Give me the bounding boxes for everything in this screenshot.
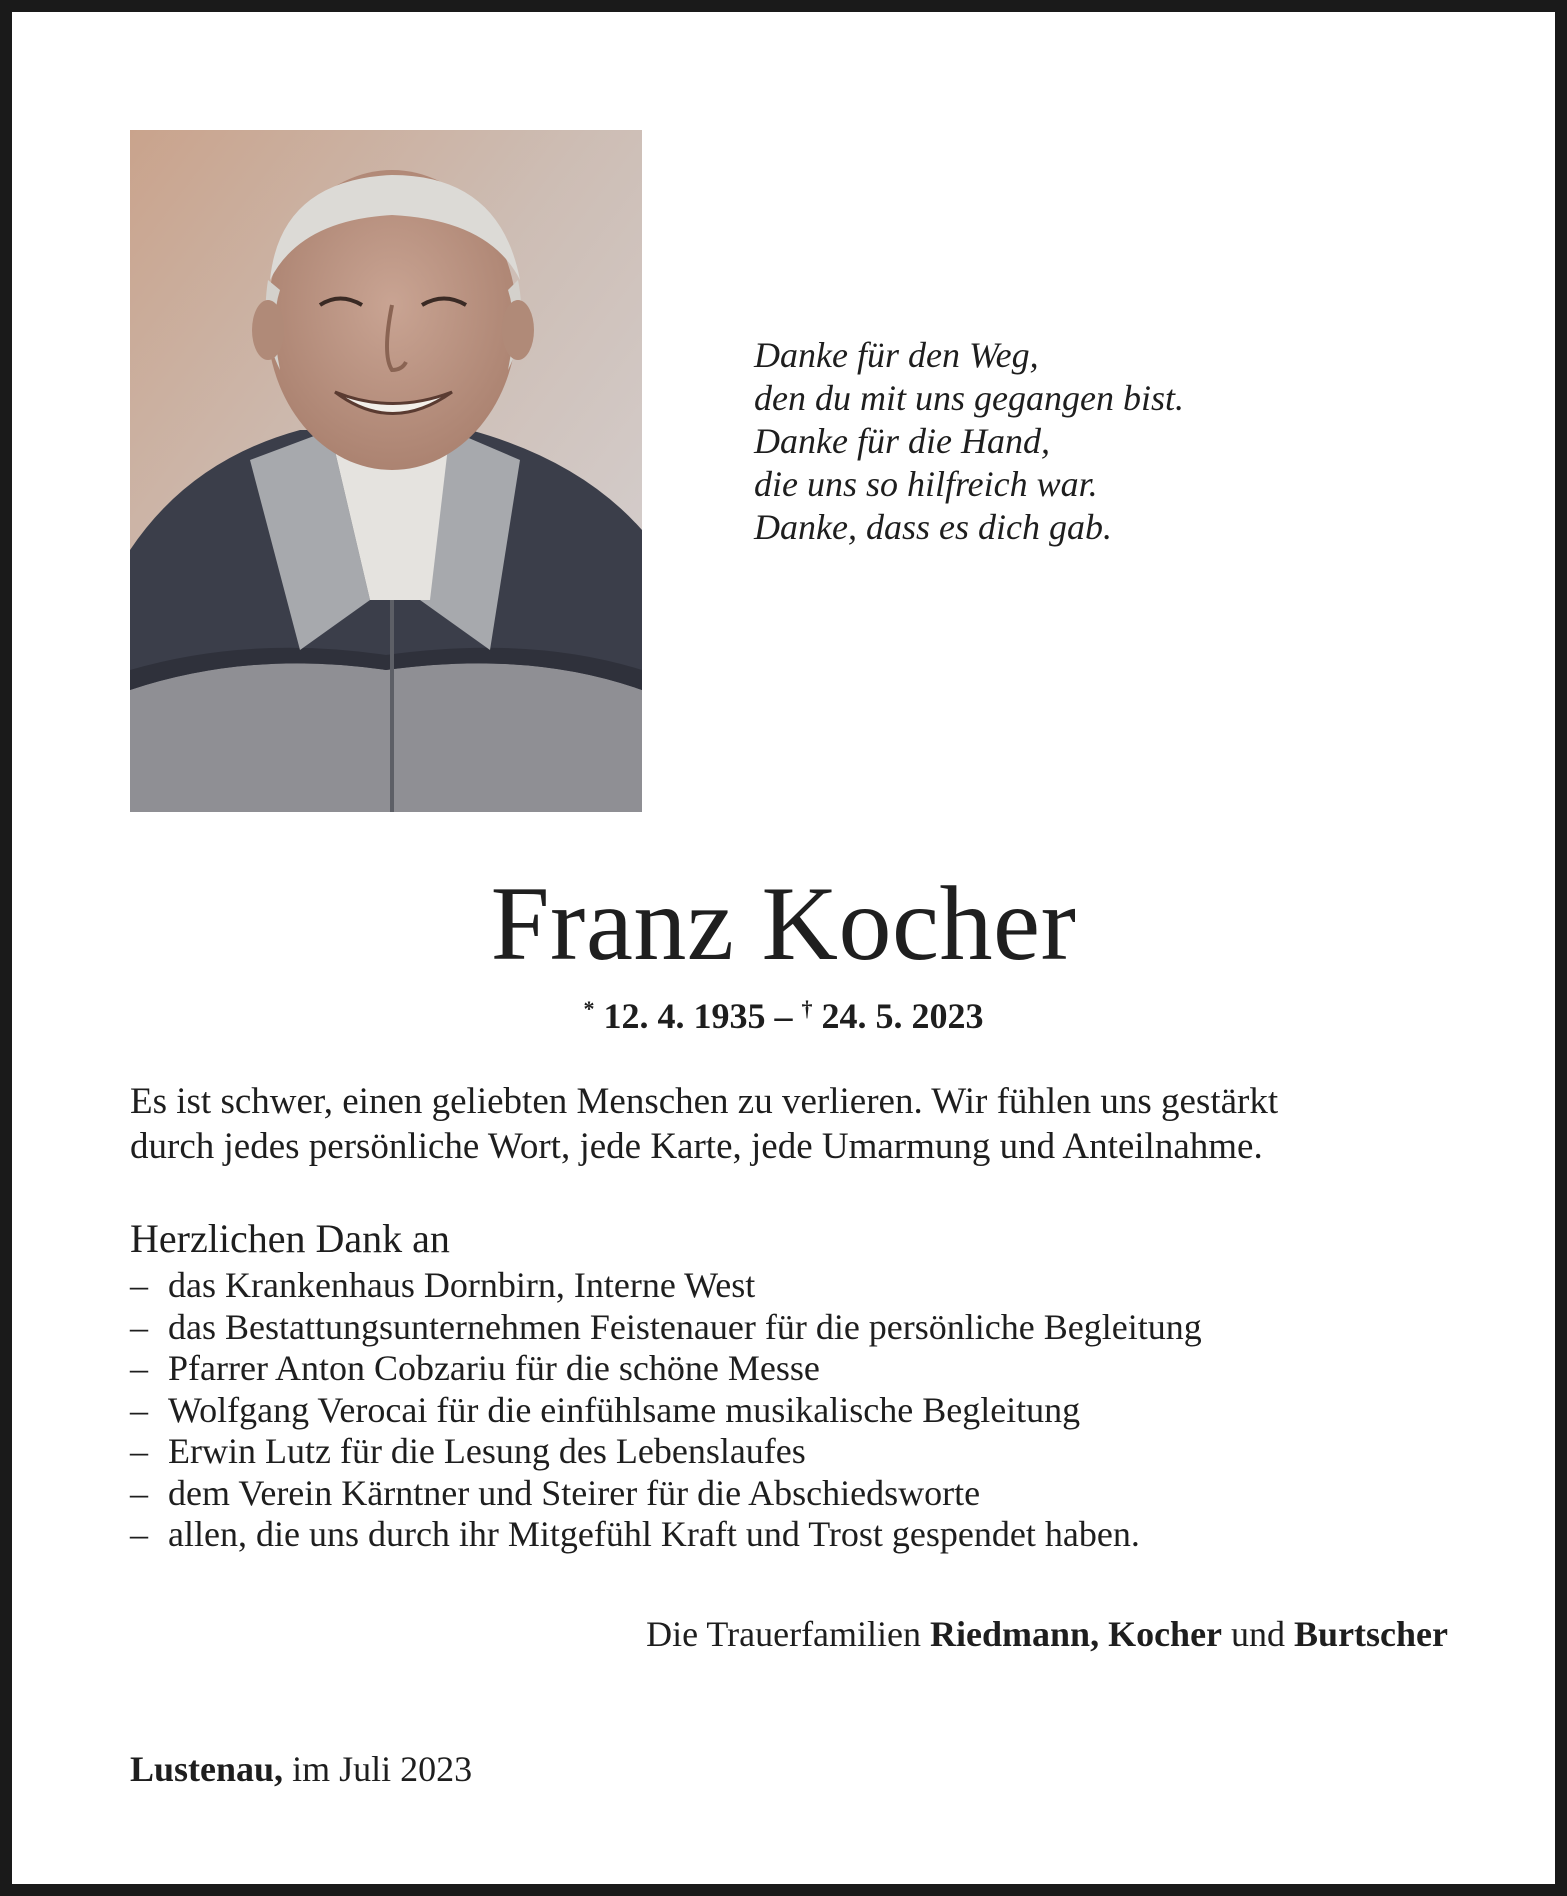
poem-line: Danke, dass es dich gab. — [754, 507, 1112, 547]
family-name: Riedmann, — [930, 1614, 1100, 1654]
list-item-text: Erwin Lutz für die Lesung des Lebenslaufes — [168, 1431, 806, 1471]
list-item — [130, 1514, 1460, 1556]
list-item — [130, 1431, 1460, 1473]
list-dash: – — [130, 1265, 148, 1305]
birth-date: 12. 4. 1935 — [603, 996, 766, 1036]
list-dash: – — [130, 1431, 148, 1471]
list-item — [130, 1307, 1460, 1349]
list-item — [130, 1265, 1460, 1307]
death-date: 24. 5. 2023 — [821, 996, 984, 1036]
list-item-text: das Bestattungsunternehmen Feistenauer für die persönliche Begleitung — [168, 1306, 1202, 1347]
poem — [754, 334, 1474, 549]
intro-line: Es ist schwer, einen geliebten Menschen zu verlieren. Wir fühlen uns gestärkt — [130, 1081, 1279, 1122]
intro-line: durch jedes persönliche Wort, jede Karte, jede Umarmung und Anteilnahme. — [130, 1126, 1263, 1167]
intro-paragraph — [130, 1079, 1460, 1169]
family-signature — [646, 1612, 1448, 1656]
list-item — [130, 1390, 1460, 1432]
family-name: Burtscher — [1294, 1614, 1448, 1654]
poem-line: die uns so hilfreich war. — [754, 464, 1098, 504]
list-dash: – — [130, 1306, 148, 1347]
poem-line: den du mit uns gegangen bist. — [754, 378, 1184, 418]
list-dash: – — [130, 1472, 148, 1513]
birth-symbol: * — [583, 996, 595, 1021]
list-item-text: das Krankenhaus Dornbirn, Interne West — [168, 1265, 756, 1305]
family-name: Kocher — [1108, 1614, 1223, 1654]
list-dash: – — [130, 1514, 148, 1554]
deceased-name: Franz Kocher — [490, 865, 1077, 982]
date-separator: – — [774, 996, 793, 1036]
notice-date: im Juli 2023 — [292, 1749, 473, 1789]
list-item — [130, 1348, 1460, 1390]
signature-conjunction: und — [1231, 1614, 1286, 1654]
list-item-text: dem Verein Kärntner und Steirer für die Abschiedsworte — [168, 1472, 981, 1513]
place-date — [130, 1747, 472, 1791]
list-item — [130, 1473, 1460, 1515]
list-dash: – — [130, 1348, 148, 1388]
list-item-text: Wolfgang Verocai für die einfühlsame musikalische Begleitung — [168, 1389, 1081, 1430]
life-dates — [12, 984, 1555, 1041]
signature-prefix: Die Trauerfamilien — [646, 1614, 922, 1654]
thanks-list — [130, 1265, 1460, 1556]
list-dash: – — [130, 1389, 148, 1430]
place-name: Lustenau, — [130, 1749, 284, 1789]
poem-line: Danke für den Weg, — [754, 335, 1039, 375]
portrait-illustration — [130, 130, 642, 812]
poem-line: Danke für die Hand, — [754, 421, 1050, 461]
obituary-page — [12, 12, 1555, 1884]
list-item-text: Pfarrer Anton Cobzariu für die schöne Messe — [168, 1348, 820, 1388]
list-item-text: allen, die uns durch ihr Mitgefühl Kraft und Trost gespendet haben. — [168, 1514, 1140, 1554]
death-symbol: † — [801, 996, 813, 1021]
thanks-heading: Herzlichen Dank an — [130, 1216, 450, 1261]
portrait-photo — [130, 130, 642, 812]
